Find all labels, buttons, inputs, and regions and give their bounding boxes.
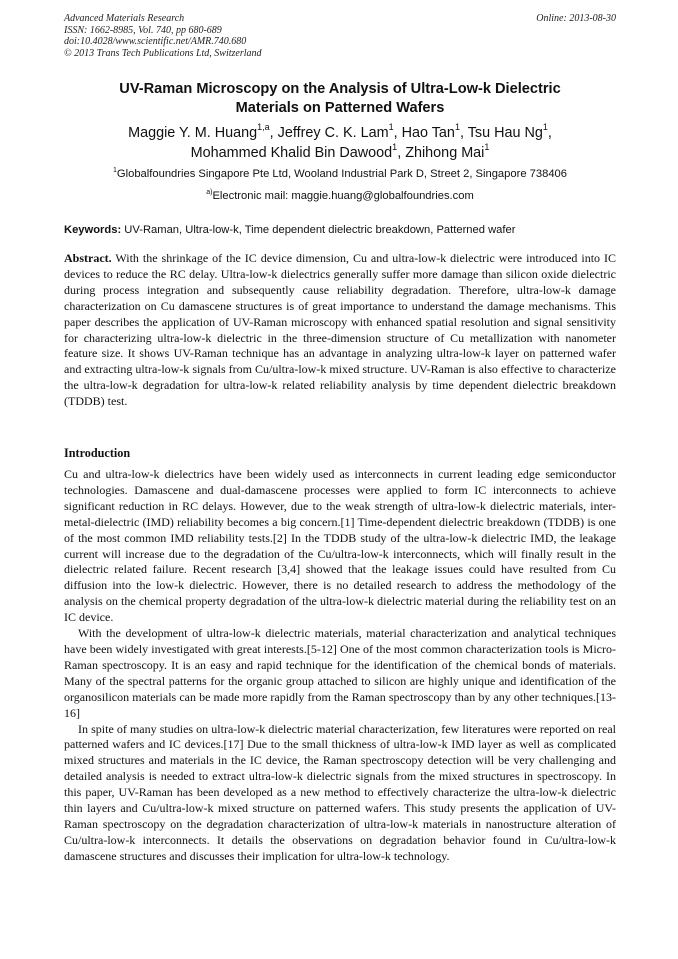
author-affiliation-mark: 1: [454, 122, 460, 132]
contact-email: [64, 189, 616, 203]
abstract-text: With the shrinkage of the IC device dimension, Cu and ultra-low-k dielectric were introduced into IC devices to reduce the RC delay. Ultra-low-k dielectrics generally suffer more damage than silicon oxide dielectric during process integration and subsequently cause reliability degradation. Therefore, ultra-low-k damage characterization on Cu damascene structures is of great importance to understand the damage mechanisms. This paper describes the application of UV-Raman microscopy with enhanced spatial resolution and signal sensitivity for characterizing ultra-low-k dielectric in the three-dimension structure of Cu metallization with nanometer feature size. It shows UV-Raman technique has an advantage in analyzing ultra-low-k layer on patterned wafer and extracting ultra-low-k signals from Cu/ultra-low-k mixed structure. UV-Raman is also effective to characterize the ultra-low-k degradation for ultra-low-k related reliability analysis by time dependent dielectric breakdown (TDDB) test.: [64, 251, 616, 409]
author-affiliation-mark: 1: [392, 141, 398, 152]
title-line-2: Materials on Patterned Wafers: [235, 100, 445, 116]
author-affiliation-mark: 1: [542, 122, 548, 132]
author-name: Mohammed Khalid Bin Dawood: [190, 144, 393, 161]
author-line-1: Maggie Y. M. Huang$^{1,a}$, Jeffrey C. K. Lam$^1$, Hao Tan$^1$, Tsu Hau Ng$^1$,: [128, 122, 552, 141]
affiliation-mark: 1: [113, 167, 117, 174]
author-affiliation-mark: 1: [388, 122, 394, 132]
paper-title: [64, 80, 616, 118]
intro-paragraph-2: With the development of ultra-low-k dielectric materials, material characterization and analytical techniques have been widely investigated with great interests.[5-12] One of the most common characterization tools is Micro-Raman spectroscopy. It is an easy and rapid technique for the identification of the chemical bonds of materials. Many of the spectral patterns for the organic group attached to silicon are highly unique and identification of the organosilicon materials can be made more rapidly from the Raman spectroscopy than by any other techniques.[13-16]: [64, 626, 616, 720]
author-affiliation-mark: 1,a: [257, 122, 270, 132]
keywords-text: UV-Raman, Ultra-low-k, Time dependent dielectric breakdown, Patterned wafer: [121, 224, 516, 236]
keywords-label: Keywords:: [64, 224, 122, 236]
issn-line: ISSN: 1662-8985, Vol. 740, pp 680-689: [64, 24, 222, 36]
author-name: Zhihong Mai: [405, 144, 485, 161]
affiliation-text: Globalfoundries Singapore Pte Ltd, Wooland Industrial Park D, Street 2, Singapore 738406: [116, 168, 567, 180]
email-mark: a): [206, 189, 213, 196]
author-name: Jeffrey C. K. Lam: [277, 125, 389, 141]
intro-paragraph-3: In spite of many studies on ultra-low-k dielectric material characterization, few literatures were reported on real patterned wafers and IC devices.[17] Due to the small thickness of ultra-low-k IMD layer as well as complicated mixed structures and materials in the IC device, the Raman spectroscopy detection will be very challenging and detailed analysis is needed to extract ultra-low-k dielectric signals from the mixed structures in spectroscopy. In this paper, UV-Raman has been developed as a new method to effectively characterize the ultra-low-k dielectric thin layers and Cu/ultra-low-k mixed structure on patterned wafers. This study presents the application of UV-Raman spectroscopy on the degradation characterization of ultra-low-k materials in nanostructure alteration of Cu/ultra-low-k interconnects. It details the observations on degradation behavior found in Cu/ultra-low-k damascene structures and discusses their implication for ultra-low-k technology.: [64, 721, 616, 863]
journal-name: Advanced Materials Research: [64, 13, 185, 24]
author-name: Maggie Y. M. Huang: [128, 125, 258, 141]
author-affiliation-mark: 1: [484, 141, 490, 152]
title-line-1: UV-Raman Microscopy on the Analysis of Ultra-Low-k Dielectric: [119, 81, 561, 97]
journal-header: [64, 13, 616, 59]
author-name: Tsu Hau Ng: [467, 125, 543, 141]
online-date: Online: 2013-08-30: [536, 13, 616, 24]
author-line-2: Mohammed Khalid Bin Dawood$^1$, Zhihong Mai$^1$: [190, 141, 490, 161]
abstract-label: Abstract.: [64, 251, 112, 265]
intro-paragraph-1: Cu and ultra-low-k dielectrics have been widely used as interconnects in current leading edge semiconductor technologies. Damascene and dual-damascene processes were applied to form IC interconnects to achieve significant reduction in RC delays. However, due to the weak strength of ultra-low-k dielectric materials, inter-metal-dielectric (IMD) reliability becomes a big concern.[1] Time-dependent dielectric breakdown (TDDB) is one of the most common IMD reliability tests.[2] In the TDDB study of the ultra-low-k dielectric IMD, the leakage current will increase due to the degradation of the Cu/ultra-low-k interconnects, which will finally result in the dielectric related failure. Recent research [3,4] showed that the leakage issues could have resulted from Cu diffusion into the low-k dielectric. However, there is no detailed research to address the methodology of the analysis on the chemical property degradation of the ultra-low-k dielectric material during the reliability test on an IC device.: [64, 467, 616, 625]
keywords: [64, 223, 616, 237]
email-text: Electronic mail: maggie.huang@globalfoundries.com: [212, 190, 474, 202]
section-heading-introduction: Introduction: [64, 446, 131, 460]
author-list: [64, 124, 616, 163]
abstract: [64, 251, 616, 410]
affiliation: [64, 167, 616, 181]
doi-line: doi:10.4028/www.scientific.net/AMR.740.680: [64, 36, 247, 47]
introduction-body: [64, 467, 616, 865]
author-name: Hao Tan: [401, 125, 455, 141]
copyright-line: © 2013 Trans Tech Publications Ltd, Switzerland: [64, 47, 262, 59]
